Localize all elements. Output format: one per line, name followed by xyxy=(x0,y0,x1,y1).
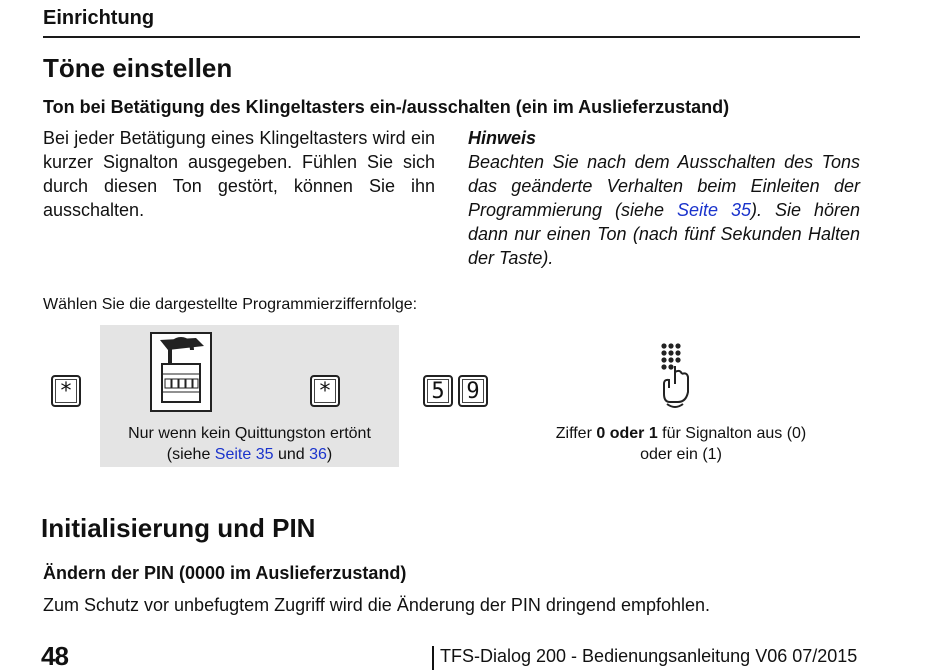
box-link-page-35[interactable]: Seite 35 xyxy=(214,446,274,463)
subsection-title-ton: Ton bei Betätigung des Klingeltasters ein-/ausschalten (ein im Auslieferzustand) xyxy=(43,97,730,117)
keypad-caption-prefix: Ziffer xyxy=(555,425,597,442)
star-key: * xyxy=(51,375,81,407)
box-caption-after: ) xyxy=(326,446,333,463)
box-link-page-36[interactable]: 36 xyxy=(309,446,327,463)
lock-icon xyxy=(150,332,212,412)
section-label: Einrichtung xyxy=(43,7,155,29)
page-number: 48 xyxy=(41,641,68,671)
hint-text-after: ). Sie hören dann nur einen Ton (nach fünf Sekunden Halten der Taste). xyxy=(468,200,860,268)
box-caption-mid: und xyxy=(273,446,310,463)
keypad-caption xyxy=(530,423,832,465)
header-rule xyxy=(43,36,860,38)
intro-paragraph: Bei jeder Betätigung eines Klingeltasters wird ein kurzer Signalton ausgegeben. Fühlen Sie sich durch diesen Ton gestört, können Sie ihn ausschalten. xyxy=(43,128,435,220)
digit-9-key: 9 xyxy=(458,375,488,407)
pin-paragraph: Zum Schutz vor unbefugtem Zugriff wird die Änderung der PIN dringend empfohlen. xyxy=(43,595,711,615)
section-title-pin: Initialisierung und PIN xyxy=(41,513,316,543)
hint-text-before: Beachten Sie nach dem Ausschalten des Tons das geänderte Verhalten beim Einleiten der Programmierung (siehe xyxy=(468,152,860,220)
digit-5-key: 5 xyxy=(423,375,453,407)
keypad-caption-suffix: für Signalton aus (0) xyxy=(657,425,807,442)
hint-link-page-35[interactable]: Seite 35 xyxy=(677,200,752,220)
footer-document-title: TFS-Dialog 200 - Bedienungsanleitung V06 07/2015 xyxy=(440,646,858,666)
section-title-toene: Töne einstellen xyxy=(43,53,233,83)
keypad-caption-bold: 0 oder 1 xyxy=(596,425,658,442)
footer-rule xyxy=(432,646,434,670)
keypad-caption-line1 xyxy=(530,423,832,444)
instruction-text: Wählen Sie die dargestellte Programmierziffernfolge: xyxy=(43,296,418,313)
box-caption-line2 xyxy=(100,444,399,465)
box-caption xyxy=(100,423,399,465)
box-caption-before: (siehe xyxy=(166,446,215,463)
box-caption-line1: Nur wenn kein Quittungston ertönt xyxy=(128,425,371,442)
keypad-caption-line2: oder ein (1) xyxy=(640,446,722,463)
keypad-press-icon xyxy=(658,340,694,412)
hint-box xyxy=(468,126,860,270)
star-key: * xyxy=(310,375,340,407)
hint-title: Hinweis xyxy=(468,128,537,148)
subsection-title-pin: Ändern der PIN (0000 im Auslieferzustand) xyxy=(43,563,407,583)
